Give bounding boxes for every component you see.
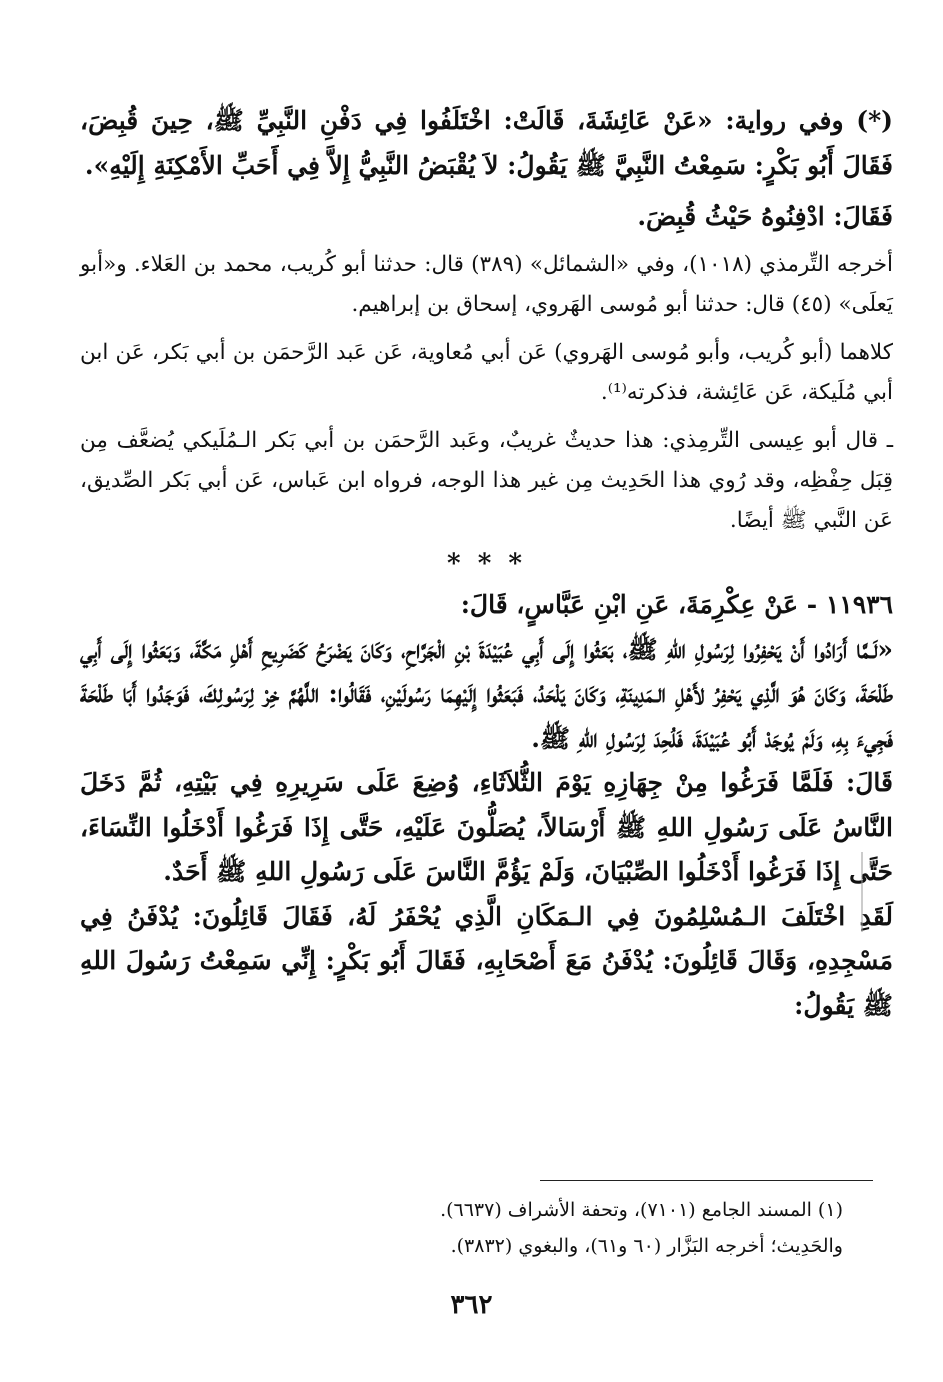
hadith-text-2: قَالَ: فَلَمَّا فَرَغُوا مِنْ جِهَازِهِ يَوْمَ الثُّلاَثَاءِ، وُضِعَ عَلَى سَرِيرِهِ فِي بَيْتِهِ، ثُمَّ دَخَلَ النَّاسُ عَلَى رَسُولِ اللهِ ﷺ أَرْسَالاً، يُصَلُّونَ عَلَيْهِ، حَتَّى إِذَا فَرَغُوا أَدْخَلُوا النِّسَاءَ، حَتَّى إِذَا فَرَغُوا أَدْخَلُوا الصِّبْيَانَ، وَلَمْ يَؤُمَّ النَّاسَ عَلَى رَسُولِ اللهِ ﷺ أَحَدٌ. [80, 768, 893, 886]
hadith-text-1: «لَـمَّا أَرَادُوا أَنْ يَحْفِرُوا لِرَسُولِ اللهِ ﷺ، بَعَثُوا إِلَى أَبِي عُبَيْدَةَ بْنِ الْجَرَّاحِ، وَكَانَ يَضْرَحُ كَضَرِيحِ أَهْلِ مَكَّةَ، وَبَعَثُوا إِلَى أَبِي طَلْحَةَ، وَكَانَ هُوَ الَّذِي يَحْفِرُ لأَهْلِ الـمَدِينَةِ، وَكَانَ يَلْحَدُ، فَبَعَثُوا إِلَيْهِمَا رَسُولَيْنِ، فَقَالُوا: اللَّهُمَّ خِرْ لِرَسُولِكَ، فَوَجَدُوا أَبَا طَلْحَةَ فَجِيءَ بِهِ، وَلَمْ يُوجَدْ أَبُو عُبَيْدَةَ، فَلُحِدَ لِرَسُولِ اللهِ ﷺ. [80, 634, 893, 753]
section-separator: * * * [447, 549, 526, 579]
narration-aisha-end: فَقَالَ: ادْفِنُوهُ حَيْثُ قُبِضَ. [637, 202, 893, 231]
page-body [80, 98, 893, 1028]
hadith-text-3: لَقَدِ اخْتَلَفَ الـمُسْلِمُونَ فِي الـمَكَانِ الَّذِي يُحْفَرُ لَهُ، فَقَالَ قَائِلُونَ: يُدْفَنُ فِي مَسْجِدِهِ، وَقَالَ قَائِلُونَ: يُدْفَنُ مَعَ أَصْحَابِهِ، فَقَالَ أَبُو بَكْرٍ: إِنِّي سَمِعْتُ رَسُولَ اللهِ ﷺ يَقُولُ: [80, 901, 893, 1020]
footnotes [200, 1192, 843, 1264]
hadith-heading [80, 583, 893, 628]
margin-bracket-mark [860, 848, 874, 936]
footnote-1: (١) المسند الجامع (٧١٠١)، وتحفة الأشراف (٦٦٣٧). [440, 1199, 843, 1221]
footnote-divider [540, 1180, 873, 1181]
takhrij-paragraph: أخرجه التِّرمذي (١٠١٨)، وفي «الشمائل» (٣٨٩) قال: حدثنا أبو كُريب، محمد بن العَلاء. و«أبو يَعلَى» (٤٥) قال: حدثنا أبو مُوسى الهَروي، إسحاق بن إبراهيم. [80, 252, 893, 317]
page-number: ٣٦٢ [450, 1290, 493, 1320]
hadith-isnad: عَنْ عِكْرِمَةَ، عَنِ ابْنِ عَبَّاسٍ، قَالَ: [460, 590, 799, 619]
narration-aisha: (*) وفي رواية: «عَنْ عَائِشَةَ، قَالَتْ: اخْتَلَفُوا فِي دَفْنِ النَّبِيِّ ﷺ، حِينَ قُبِضَ، فَقَالَ أَبُو بَكْرٍ: سَمِعْتُ النَّبِيَّ ﷺ يَقُولُ: لاَ يُقْبَضُ النَّبِيُّ إِلاَّ فِي أَحَبِّ الأَمْكِنَةِ إِلَيْهِ». [80, 106, 893, 180]
hadith-number: ١١٩٣٦ - [806, 590, 893, 619]
tirmidhi-comment: ـ قال أبو عِيسى التِّرمِذي: هذا حديثٌ غريبٌ، وعَبد الرَّحمَن بن أبي بَكر الـمُلَيكي يُضعَّف مِن قِبَل حِفْظِه، وقد رُوي هذا الحَدِيث مِن غير هذا الوجه، فرواه ابن عَباس، عَن أبي بَكر الصِّديق، عَن النَّبي ﷺ أيضًا. [80, 428, 893, 533]
isnad-paragraph: كلاهما (أبو كُريب، وأبو مُوسى الهَروي) عَن أبي مُعاوية، عَن عَبد الرَّحمَن بن أبي بَكر، عَن ابن أبي مُلَيكة، عَن عَائِشة، فذكرته⁽¹⁾. [80, 340, 893, 405]
footnote-1-continued: والحَدِيث؛ أخرجه البَزَّار (٦٠ و٦١)، والبغوي (٣٨٣٢). [450, 1235, 843, 1257]
